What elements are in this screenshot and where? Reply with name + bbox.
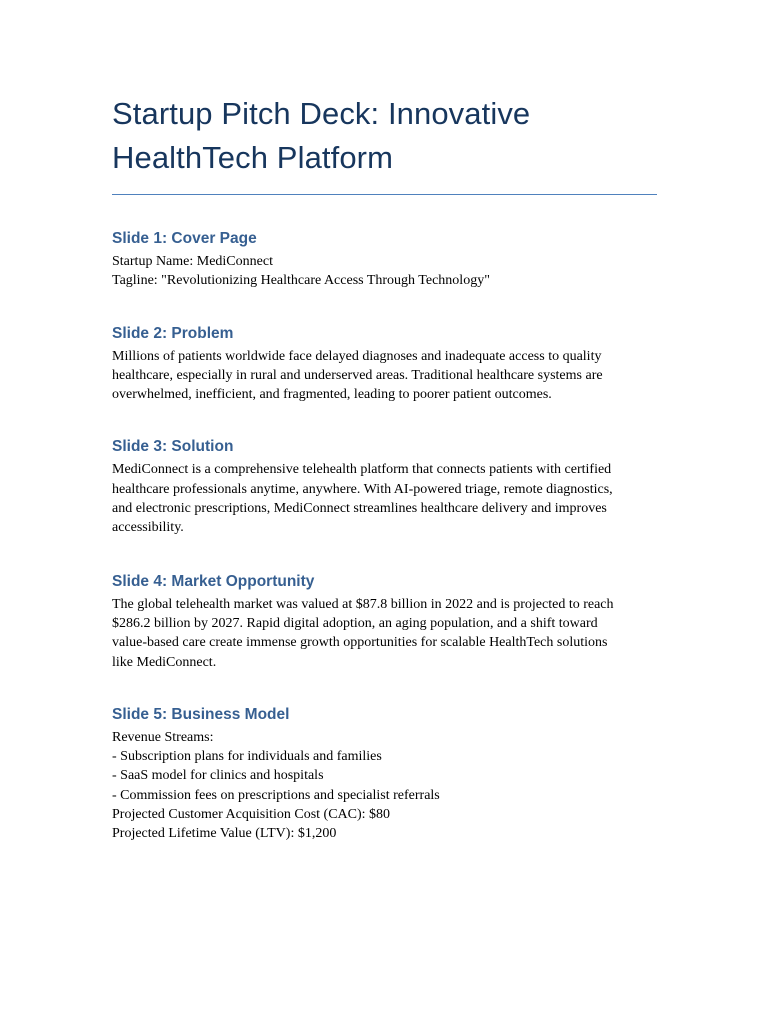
section-slide-5 — [112, 704, 657, 844]
body-line: value-based care create immense growth opportunities for scalable HealthTech solutions — [112, 635, 608, 651]
section-heading: Slide 4: Market Opportunity — [112, 572, 315, 590]
body-line: accessibility. — [112, 520, 184, 536]
section-body — [112, 347, 657, 405]
body-line: - Subscription plans for individuals and families — [112, 749, 382, 765]
document-title: Startup Pitch Deck: Innovative HealthTech Platform — [112, 96, 531, 175]
body-line: Startup Name: MediConnect — [112, 254, 273, 269]
section-slide-3 — [112, 436, 657, 537]
body-line: MediConnect is a comprehensive telehealth platform that connects patients with certified — [112, 462, 612, 478]
section-heading: Slide 1: Cover Page — [112, 230, 257, 247]
section-slide-1 — [112, 228, 657, 291]
section-body — [112, 728, 657, 844]
body-line: and electronic prescriptions, MediConnect streamlines healthcare delivery and improves — [112, 501, 607, 517]
body-line: Projected Customer Acquisition Cost (CAC): $80 — [112, 807, 391, 823]
body-line: overwhelmed, inefficient, and fragmented, leading to poorer patient outcomes. — [112, 387, 552, 403]
document-page — [112, 92, 657, 844]
section-heading: Slide 5: Business Model — [112, 705, 290, 723]
body-line: Tagline: "Revolutionizing Healthcare Access Through Technology" — [112, 273, 490, 289]
body-line: The global telehealth market was valued at $87.8 billion in 2022 and is projected to reach — [112, 596, 614, 612]
body-line: Revenue Streams: — [112, 729, 214, 745]
section-slide-4 — [112, 571, 657, 672]
body-line: - Commission fees on prescriptions and specialist referrals — [112, 787, 440, 803]
title-divider — [112, 194, 657, 195]
body-line: - SaaS model for clinics and hospitals — [112, 768, 324, 784]
body-line: Projected Lifetime Value (LTV): $1,200 — [112, 826, 337, 842]
section-body — [112, 460, 657, 537]
section-body — [112, 252, 657, 291]
body-line: healthcare, especially in rural and underserved areas. Traditional healthcare systems are — [112, 367, 603, 383]
section-body — [112, 595, 657, 672]
body-line: $286.2 billion by 2027. Rapid digital adoption, an aging population, and a shift toward — [112, 615, 598, 631]
body-line: Millions of patients worldwide face delayed diagnoses and inadequate access to quality — [112, 348, 602, 364]
body-line: like MediConnect. — [112, 654, 217, 670]
section-slide-2 — [112, 323, 657, 405]
section-heading: Slide 3: Solution — [112, 438, 234, 456]
section-heading: Slide 2: Problem — [112, 324, 234, 342]
body-line: healthcare professionals anytime, anywhere. With AI-powered triage, remote diagnostics, — [112, 481, 613, 497]
